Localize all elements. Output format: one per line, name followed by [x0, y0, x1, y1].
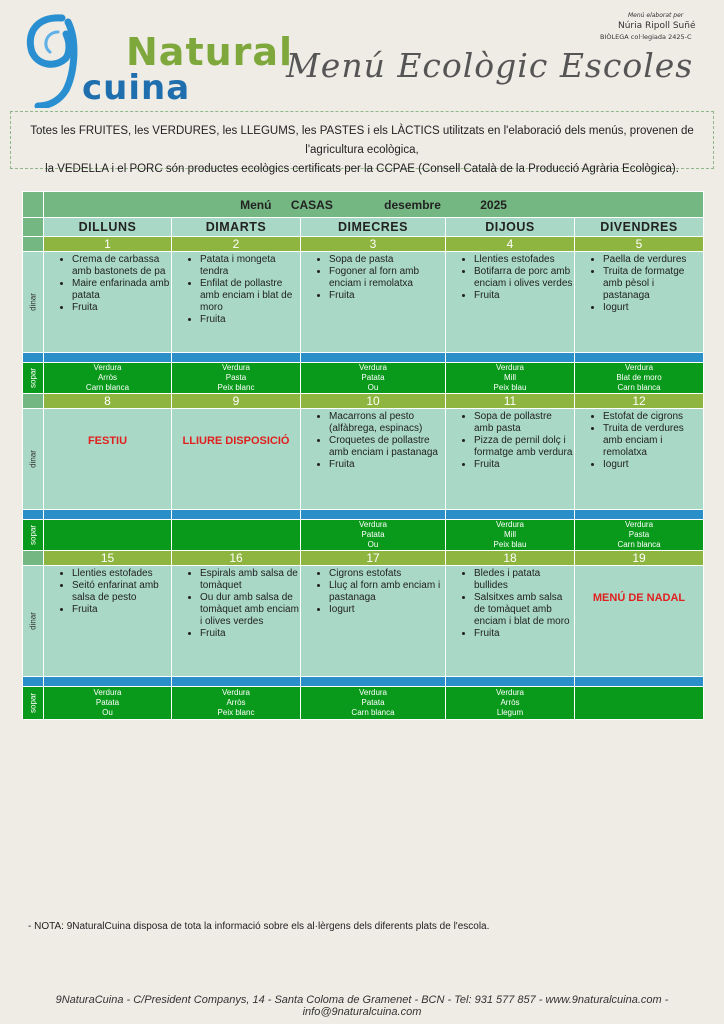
dish-list	[172, 254, 300, 326]
dinner-item: Peix blanc	[217, 708, 255, 717]
dinner-item: Peix blau	[493, 540, 527, 549]
header-side-cell	[23, 192, 44, 218]
dish-list	[301, 254, 445, 302]
day-number: 1	[44, 237, 172, 252]
special-day-label: FESTIU	[87, 435, 128, 447]
dish-item: • Fruita	[329, 290, 445, 302]
dinner-item: Verdura	[93, 363, 122, 372]
dish-item: • Truita de verdures amb enciam i remolatxa	[603, 423, 703, 459]
dinner-cell	[172, 363, 301, 394]
menu-header-month: desembre	[384, 197, 441, 212]
separator-bar	[44, 510, 172, 520]
separator-bar	[301, 510, 446, 520]
dish-list	[44, 568, 171, 616]
dinner-item: Ou	[102, 708, 113, 717]
day-number: 4	[446, 237, 575, 252]
dish-list	[172, 568, 300, 640]
dinner-item: Verdura	[93, 688, 122, 697]
daynum-side-cell	[23, 551, 44, 566]
brand-logo	[22, 12, 294, 108]
dinner-cell	[575, 520, 704, 551]
dish-item: • Pizza de pernil dolç i formatge amb verdura	[474, 435, 574, 459]
dish-item: • Fruita	[72, 604, 171, 616]
separator-bar	[575, 510, 704, 520]
dinner-item: Carn blanca	[617, 540, 661, 549]
dinar-label: dinar	[28, 612, 38, 630]
dish-item: • Fruita	[329, 459, 445, 471]
separator-bar	[23, 353, 44, 363]
dinner-item: Ou	[367, 540, 379, 549]
footer-contact: 9NaturaCuina - C/President Companys, 14 - Santa Coloma de Gramenet - BCN - Tel: 931 577 857 - www.9naturalcuina.com - info@9naturalcuina.com	[55, 994, 669, 1018]
dinner-cell	[575, 687, 704, 720]
dinner-item: Verdura	[358, 688, 388, 697]
dinner-cell	[44, 520, 172, 551]
separator-bar	[446, 677, 575, 687]
author-caption: Menú elaborat per	[628, 12, 684, 19]
dish-list	[575, 411, 703, 471]
intro-line-1: Totes les FRUITES, les VERDURES, les LLEGUMS, les PASTES i els LÀCTICS utilitzats en l'elaboració dels menús, provenen de l'agricultura ecològica,	[30, 125, 694, 156]
dinar-side-label	[23, 566, 44, 677]
lunch-cell	[301, 252, 446, 353]
separator-bar	[446, 353, 575, 363]
day-number: 12	[575, 394, 704, 409]
dinner-item: Verdura	[358, 363, 388, 372]
sopar-side-label	[23, 363, 44, 394]
page-title: Menú Ecològic Escoles	[286, 46, 694, 85]
lunch-cell	[446, 566, 575, 677]
dish-item: • Iogurt	[329, 604, 445, 616]
dinner-cell	[301, 363, 446, 394]
day-name-friday: DIVENDRES	[575, 218, 704, 237]
day-name-thursday: DIJOUS	[446, 218, 575, 237]
separator-bar	[172, 677, 301, 687]
day-name-tuesday: DIMARTS	[172, 218, 301, 237]
dinner-item: Patata	[361, 530, 385, 539]
dinner-item: Arròs	[500, 698, 520, 707]
dish-item: • Lluç al forn amb enciam i pastanaga	[329, 580, 445, 604]
dish-item: • Enfilat de pollastre amb enciam i blat de moro	[200, 278, 300, 314]
dinner-item: Verdura	[495, 363, 525, 372]
dinner-item: Patata	[361, 698, 385, 707]
dish-list	[446, 411, 574, 471]
dinner-cell	[172, 520, 301, 551]
dinner-cell	[301, 520, 446, 551]
dish-item: • Fruita	[200, 628, 300, 640]
dinner-item: Carn blanca	[85, 383, 130, 392]
dish-list	[575, 254, 703, 314]
day-number: 5	[575, 237, 704, 252]
dish-item: • Llenties estofades	[72, 568, 171, 580]
dinar-label: dinar	[28, 450, 38, 468]
separator-bar	[44, 353, 172, 363]
author-name: Núria Ripoll Suñé	[618, 21, 696, 31]
menu-header-label: Menú	[240, 197, 272, 212]
dinner-cell	[44, 687, 172, 720]
dinner-item: Peix blanc	[217, 383, 255, 392]
day-number: 17	[301, 551, 446, 566]
dinner-cell	[172, 687, 301, 720]
lunch-cell	[301, 409, 446, 510]
dish-item: • Maire enfarinada amb patata	[72, 278, 171, 302]
dish-item: • Patata i mongeta tendra	[200, 254, 300, 278]
lunch-cell	[446, 409, 575, 510]
lunch-cell	[44, 566, 172, 677]
menu-header	[44, 192, 704, 218]
lunch-cell	[172, 409, 301, 510]
day-number: 15	[44, 551, 172, 566]
dinner-cell	[575, 363, 704, 394]
dish-item: • Fruita	[474, 290, 574, 302]
lunch-cell	[575, 566, 704, 677]
day-number: 11	[446, 394, 575, 409]
lunch-cell	[44, 409, 172, 510]
dinner-cell	[446, 363, 575, 394]
day-number: 10	[301, 394, 446, 409]
lunch-cell	[575, 252, 704, 353]
dish-list	[44, 254, 171, 314]
lunch-cell	[575, 409, 704, 510]
separator-bar	[44, 677, 172, 687]
dish-item: • Fruita	[200, 314, 300, 326]
dish-item: • Fruita	[72, 302, 171, 314]
dinner-item: Llegum	[496, 708, 524, 717]
dish-item: • Truita de formatge amb pèsol i pastanaga	[603, 266, 703, 302]
dinner-item: Mill	[504, 373, 516, 382]
separator-bar	[575, 677, 704, 687]
dinner-item: Arròs	[226, 698, 246, 707]
dish-item: • Sopa de pollastre amb pasta	[474, 411, 574, 435]
separator-bar	[172, 510, 301, 520]
dish-item: • Estofat de cigrons	[603, 411, 703, 423]
dinner-item: Patata	[95, 698, 120, 707]
day-number: 2	[172, 237, 301, 252]
dish-item: • Paella de verdures	[603, 254, 703, 266]
dinner-item: Patata	[361, 373, 385, 382]
brand-word-natural: Natural	[126, 30, 294, 74]
special-day-label: MENÚ DE NADAL	[592, 592, 686, 604]
lunch-cell	[446, 252, 575, 353]
dish-item: • Croquetes de pollastre amb enciam i pastanaga	[329, 435, 445, 459]
dish-list	[446, 568, 574, 640]
dinner-item: Ou	[367, 383, 379, 392]
separator-bar	[446, 510, 575, 520]
sopar-side-label	[23, 520, 44, 551]
dinner-cell	[446, 687, 575, 720]
day-number: 9	[172, 394, 301, 409]
intro-box	[10, 111, 714, 175]
day-name-monday: DILLUNS	[44, 218, 172, 237]
dinar-side-label	[23, 409, 44, 510]
dish-item: • Cigrons estofats	[329, 568, 445, 580]
dish-item: • Iogurt	[603, 459, 703, 471]
dinner-item: Carn blanca	[617, 383, 661, 392]
day-number: 3	[301, 237, 446, 252]
dish-list	[301, 411, 445, 471]
dinner-item: Pasta	[628, 530, 650, 539]
dish-item: • Seitó enfarinat amb salsa de pesto	[72, 580, 171, 604]
author-block	[600, 12, 710, 41]
day-number: 16	[172, 551, 301, 566]
dish-list	[446, 254, 574, 302]
dish-item: • Macarrons al pesto (alfàbrega, espinacs)	[329, 411, 445, 435]
day-number: 18	[446, 551, 575, 566]
dish-item: • Iogurt	[603, 302, 703, 314]
dish-item: • Salsitxes amb salsa de tomàquet amb enciam i blat de moro	[474, 592, 574, 628]
dinner-cell	[301, 687, 446, 720]
lunch-cell	[172, 252, 301, 353]
lunch-cell	[172, 566, 301, 677]
menu-table	[22, 191, 704, 720]
author-credential: BIÒLEGA col·legiada 2425-C	[600, 33, 692, 41]
dish-item: • Fogoner al forn amb enciam i remolatxa	[329, 266, 445, 290]
dinner-item: Blat de moro	[616, 373, 662, 382]
dinner-item: Peix blau	[493, 383, 527, 392]
lunch-cell	[301, 566, 446, 677]
dish-item: • Fruita	[474, 459, 574, 471]
daynum-side-cell	[23, 237, 44, 252]
dayname-side-cell	[23, 218, 44, 237]
separator-bar	[23, 510, 44, 520]
dinner-item: Verdura	[495, 688, 525, 697]
intro-line-2: la VEDELLA i el PORC són productes ecològics certificats per la CCPAE (Consell Català de la Producció Agrària Ecològica).	[45, 163, 679, 175]
menu-header-year: 2025	[480, 197, 507, 212]
dinner-item: Arròs	[97, 373, 118, 382]
dish-item: • Ou dur amb salsa de tomàquet amb enciam i olives verdes	[200, 592, 300, 628]
dish-item: • Espirals amb salsa de tomàquet	[200, 568, 300, 592]
separator-bar	[172, 353, 301, 363]
sopar-label: sopar	[28, 692, 38, 714]
lunch-cell	[44, 252, 172, 353]
dinar-side-label	[23, 252, 44, 353]
dinner-item: Verdura	[221, 363, 251, 372]
dish-item: • Bledes i patata bullides	[474, 568, 574, 592]
dinner-item: Verdura	[495, 520, 525, 529]
special-day-label: LLIURE DISPOSICIÓ	[182, 435, 290, 447]
day-number: 8	[44, 394, 172, 409]
dinner-item: Verdura	[358, 520, 388, 529]
dinner-item: Verdura	[625, 363, 654, 372]
sopar-label: sopar	[28, 524, 38, 546]
dinner-cell	[44, 363, 172, 394]
day-number: 19	[575, 551, 704, 566]
dinner-item: Carn blanca	[351, 708, 395, 717]
dinner-item: Mill	[504, 530, 516, 539]
separator-bar	[575, 353, 704, 363]
dish-item: • Fruita	[474, 628, 574, 640]
dish-item: • Llenties estofades	[474, 254, 574, 266]
separator-bar	[301, 353, 446, 363]
sopar-label: sopar	[28, 367, 38, 389]
day-name-wednesday: DIMECRES	[301, 218, 446, 237]
allergen-note: - NOTA: 9NaturalCuina disposa de tota la informació sobre els al·lèrgens dels diferents plats de l'escola.	[28, 921, 490, 932]
brand-word-cuina: cuina	[82, 68, 191, 108]
dinner-cell	[446, 520, 575, 551]
dish-item: • Botifarra de porc amb enciam i olives verdes	[474, 266, 574, 290]
daynum-side-cell	[23, 394, 44, 409]
dish-item: • Crema de carbassa amb bastonets de pa	[72, 254, 171, 278]
sopar-side-label	[23, 687, 44, 720]
dinner-item: Pasta	[225, 373, 247, 382]
dish-item: • Sopa de pasta	[329, 254, 445, 266]
dinner-item: Verdura	[221, 688, 251, 697]
dinner-item: Verdura	[625, 520, 654, 529]
menu-header-school: CASAS	[290, 197, 333, 212]
dish-list	[301, 568, 445, 616]
separator-bar	[23, 677, 44, 687]
separator-bar	[301, 677, 446, 687]
dinar-label: dinar	[28, 293, 38, 311]
